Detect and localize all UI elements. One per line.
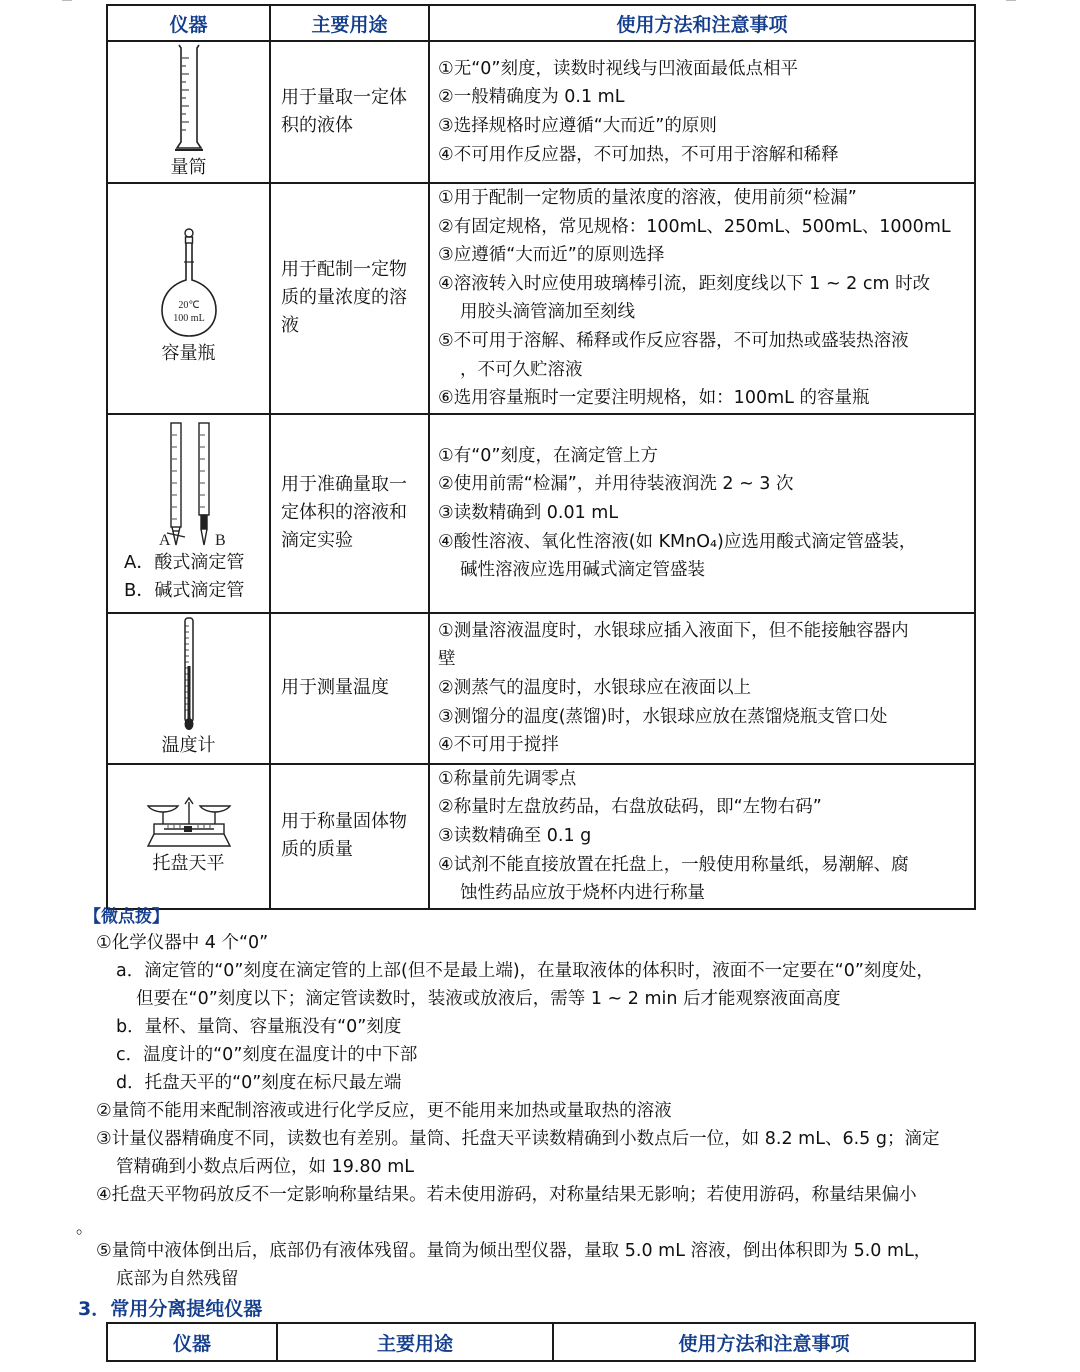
tip-line: ③计量仪器精确度不同，读数也有差别。量筒、托盘天平读数精确到小数点后一位，如 8.2 mL、6.5 g；滴定	[96, 1129, 940, 1149]
note-line: ③应遵循“大而近”的原则选择	[438, 245, 665, 266]
note-line: ①用于配制一定物质的量浓度的溶液，使用前须“检漏”	[438, 188, 857, 208]
burette-pair-icon	[139, 421, 239, 549]
section-title: 3．常用分离提纯仪器	[78, 1298, 263, 1320]
use-cell: 用于配制一定物质的量浓度的溶液	[270, 183, 429, 414]
note-line: ③测馏分的温度(蒸馏)时，水银球应放在蒸馏烧瓶支管口处	[438, 706, 888, 727]
note-line: ③选择规格时应遵循“大而近”的原则	[438, 116, 717, 136]
tip-line: c．温度计的“0”刻度在温度计的中下部	[116, 1045, 418, 1065]
instrument-cell	[107, 41, 270, 183]
table-row	[107, 41, 975, 183]
note-line: ①无“0”刻度，读数时视线与凹液面最低点相平	[438, 58, 798, 79]
note-line: ②称量时左盘放药品，右盘放砝码，即“左物右码”	[438, 797, 822, 818]
notes-cell	[429, 41, 975, 183]
note-line: ④酸性溶液、氧化性溶液(如 KMnO₄)应选用酸式滴定管盛装，	[438, 531, 917, 552]
use-cell: 用于准确量取一定体积的溶液和滴定实验	[270, 414, 429, 613]
note-line: ①测量溶液温度时，水银球应插入液面下，但不能接触容器内	[438, 620, 909, 641]
table-row	[107, 414, 975, 613]
notes-cell	[429, 613, 975, 764]
table-header-row	[107, 1323, 975, 1361]
instrument-cell	[107, 414, 270, 613]
notes-cell	[429, 764, 975, 909]
note-line: 用胶头滴管滴加至刻线	[460, 302, 635, 323]
instrument-name: 容量瓶	[161, 343, 216, 365]
instrument-name: 温度计	[161, 735, 216, 757]
tip-line: a．滴定管的“0”刻度在滴定管的上部(但不是最上端)，在量取液体的体积时，液面不一定要在“0”刻度处，	[116, 961, 934, 981]
use-cell: 用于测量温度	[270, 613, 429, 764]
page-corner-mark-left	[62, 0, 72, 9]
note-line: ④试剂不能直接放置在托盘上，一般使用称量纸，易潮解、腐	[438, 854, 909, 875]
instrument-name-base-burette: B．碱式滴定管	[124, 580, 245, 602]
instrument-cell	[107, 764, 270, 909]
note-line: 碱性溶液应选用碱式滴定管盛装	[460, 560, 705, 581]
page-corner-mark-right	[1006, 0, 1016, 9]
tips-list	[96, 929, 1046, 1293]
note-line: ，不可久贮溶液	[460, 359, 583, 380]
tip-line: ②量筒不能用来配制溶液或进行化学反应，更不能用来加热或量取热的溶液	[96, 1101, 672, 1121]
tip-line: ④托盘天平物码放反不一定影响称量结果。若未使用游码，对称量结果无影响；若使用游码，称量结果偏小	[96, 1185, 917, 1205]
tip-line: 管精确到小数点后两位，如 19.80 mL	[116, 1157, 415, 1177]
note-line: ②有固定规格，常见规格：100mL、250mL、500mL、1000mL	[438, 216, 951, 237]
note-line: ②使用前需“检漏”，并用待装液润洗 2 ~ 3 次	[438, 474, 794, 495]
flask-label-volume: 100 mL	[172, 313, 205, 325]
separation-table	[106, 1322, 976, 1362]
note-line: ②测蒸气的温度时，水银球应在液面以上	[438, 677, 752, 698]
note-line: ②一般精确度为 0.1 mL	[438, 87, 625, 108]
tip-line: d．托盘天平的“0”刻度在标尺最左端	[116, 1073, 402, 1093]
instrument-table	[106, 4, 976, 910]
note-line: ①称量前先调零点	[438, 768, 577, 789]
tip-spacer	[96, 1209, 1046, 1237]
instrument-name: 量筒	[170, 157, 207, 178]
note-line: ①有“0”刻度，在滴定管上方	[438, 445, 658, 466]
instrument-name-acid-burette: A．酸式滴定管	[124, 552, 245, 574]
tip-line: ⑤量筒中液体倒出后，底部仍有液体残留。量筒为倾出型仪器，量取 5.0 mL 溶液，倒出体积即为 5.0 mL，	[96, 1241, 932, 1261]
instrument-cell	[107, 613, 270, 764]
volumetric-flask-icon	[159, 228, 219, 340]
note-line: ④不可用作反应器，不可加热，不可用于溶解和稀释	[438, 144, 839, 165]
table-row	[107, 764, 975, 909]
use-cell: 用于量取一定体积的液体	[270, 41, 429, 183]
use-cell: 用于称量固体物质的质量	[270, 764, 429, 909]
header-use: 主要用途	[270, 5, 429, 41]
header-instrument: 仪器	[107, 1323, 277, 1361]
tip-line: ①化学仪器中 4 个“0”	[96, 933, 269, 953]
burette-a-letter: A	[158, 532, 171, 550]
table-row	[107, 613, 975, 764]
thermometer-icon	[179, 616, 199, 732]
tip-line: b．量杯、量筒、容量瓶没有“0”刻度	[116, 1017, 402, 1037]
header-notes: 使用方法和注意事项	[429, 5, 975, 41]
table-row	[107, 183, 975, 414]
notes-cell	[429, 414, 975, 613]
note-line: ③读数精确至 0.1 g	[438, 825, 592, 846]
header-instrument: 仪器	[107, 5, 270, 41]
note-line: ⑤不可用于溶解、稀释或作反应容器，不可加热或盛装热溶液	[438, 330, 909, 351]
note-line: ④溶液转入时应使用玻璃棒引流，距刻度线以下 1 ~ 2 cm 时改	[438, 273, 931, 294]
note-line: 蚀性药品应放于烧杯内进行称量	[460, 883, 705, 904]
stray-period: 。	[76, 1218, 93, 1238]
graduated-cylinder-icon	[169, 42, 209, 154]
flask-label-temp: 20℃	[177, 300, 200, 312]
note-line: ④不可用于搅拌	[438, 735, 559, 756]
notes-cell	[429, 183, 975, 414]
header-notes: 使用方法和注意事项	[553, 1323, 975, 1361]
tip-line: 但要在“0”刻度以下；滴定管读数时，装液或放液后，需等 1 ~ 2 min 后才能观察液面高度	[136, 989, 841, 1009]
instrument-name: 托盘天平	[152, 853, 225, 875]
note-line: ⑥选用容量瓶时一定要注明规格，如：100mL 的容量瓶	[438, 388, 870, 409]
balance-scale-icon	[144, 794, 234, 850]
note-line: ③读数精确到 0.01 mL	[438, 502, 619, 523]
note-line: 壁	[438, 649, 456, 670]
tips-title: 【微点拨】	[84, 907, 169, 927]
burette-b-letter: B	[214, 532, 226, 550]
tip-line: 底部为自然残留	[116, 1269, 239, 1289]
instrument-cell	[107, 183, 270, 414]
table-header-row	[107, 5, 975, 41]
header-use: 主要用途	[277, 1323, 553, 1361]
